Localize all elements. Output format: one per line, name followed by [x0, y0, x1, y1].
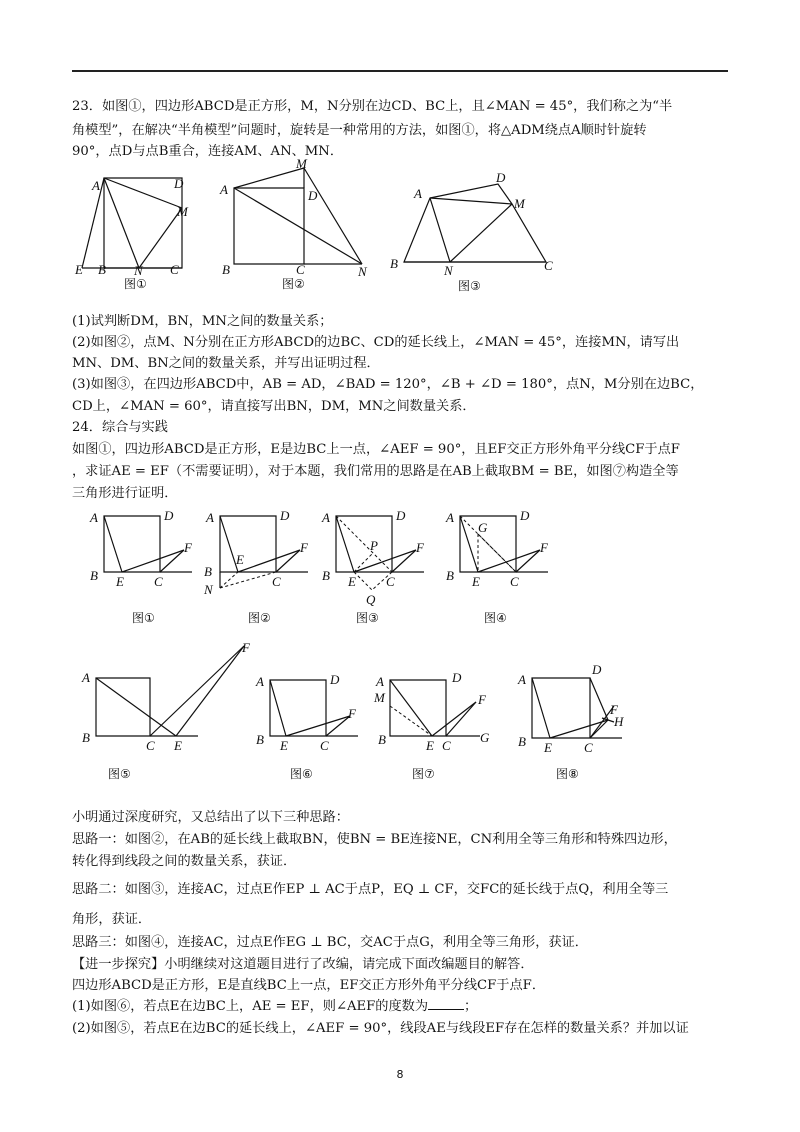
- q23-part2-line2: MN、DM、BN之间的数量关系，并写出证明过程．: [72, 356, 380, 371]
- q23-figure-1: [70, 158, 200, 298]
- caption-fig8: 图⑧: [556, 767, 579, 781]
- label-P: P: [370, 538, 378, 553]
- label-C: C: [154, 574, 163, 589]
- label-E: E: [426, 738, 434, 753]
- q24-figure-5: [76, 638, 256, 788]
- label-F: F: [184, 540, 192, 555]
- label-F: F: [242, 640, 250, 655]
- label-D: D: [280, 508, 290, 523]
- q23-figure-2: [210, 154, 380, 298]
- label-E: E: [174, 738, 182, 753]
- label-H: H: [614, 714, 624, 729]
- label-D: D: [520, 508, 530, 523]
- label-Q: Q: [366, 592, 376, 607]
- label-F: F: [300, 540, 308, 555]
- label-A: A: [518, 672, 526, 687]
- label-C: C: [386, 574, 395, 589]
- label-D: D: [164, 508, 174, 523]
- label-E: E: [236, 552, 244, 567]
- label-E: E: [75, 262, 83, 277]
- q24-part1-end: ；: [464, 999, 478, 1014]
- q24-intro-line2: ，求证AE = EF（不需要证明），对于本题，我们常用的思路是在AB上截取BM = BE，如图⑦构造全等: [72, 464, 679, 479]
- q24-idea1-line1: 思路一：如图②，在AB的延长线上截取BN，使BN = BE连接NE，CN利用全等三角形和特殊四边形，: [72, 832, 677, 847]
- q23-intro-line3: 90°，点D与点B重合，连接AM、AN、MN．: [72, 144, 344, 159]
- caption-fig5: 图⑤: [108, 767, 131, 781]
- label-F: F: [540, 540, 548, 555]
- label-E: E: [116, 574, 124, 589]
- label-N: N: [204, 582, 213, 597]
- label-M: M: [296, 156, 307, 171]
- q24-idea3: 思路三：如图④，连接AC，过点E作EG ⊥ BC，交AC于点G，利用全等三角形，获证．: [72, 935, 588, 950]
- page-number: 8: [396, 1068, 404, 1081]
- label-F: F: [348, 706, 356, 721]
- label-A: A: [414, 186, 422, 201]
- label-E: E: [472, 574, 480, 589]
- label-D: D: [396, 508, 406, 523]
- label-C: C: [170, 262, 179, 277]
- q23-part3-line1: (3)如图③，在四边形ABCD中，AB = AD，∠BAD = 120°，∠B + ∠D = 180°，点N，M分别在边BC，: [72, 377, 704, 392]
- header-rule: [72, 70, 728, 72]
- label-A: A: [220, 182, 228, 197]
- q24-title: 24．综合与实践: [72, 420, 168, 435]
- q23-figure-3: [386, 164, 566, 298]
- label-N: N: [134, 263, 143, 278]
- answer-blank[interactable]: [428, 997, 464, 1010]
- q24-figure-1: [84, 500, 204, 630]
- label-C: C: [442, 738, 451, 753]
- label-D: D: [308, 188, 318, 203]
- q24-further-exploration: 【进一步探究】小明继续对这道题目进行了改编，请完成下面改编题目的解答．: [72, 957, 534, 972]
- label-C: C: [272, 574, 281, 589]
- q23-part1: (1)试判断DM，BN，MN之间的数量关系；: [72, 314, 333, 329]
- label-F: F: [478, 692, 486, 707]
- label-A: A: [446, 510, 454, 525]
- q24-idea1-line2: 转化得到线段之间的数量关系，获证．: [72, 854, 297, 869]
- q24-idea2-line2: 角形，获证．: [72, 912, 152, 927]
- q24-figure-2: [200, 500, 320, 630]
- q24-idea2-line1: 思路二：如图③，连接AC，过点E作EP ⊥ AC于点P，EQ ⊥ CF，交FC的延长线于点Q，利用全等三: [72, 882, 669, 897]
- label-A: A: [256, 674, 264, 689]
- caption-fig1: 图①: [132, 611, 155, 625]
- label-A: A: [206, 510, 214, 525]
- label-E: E: [544, 740, 552, 755]
- q24-modified-problem: 四边形ABCD是正方形，E是直线BC上一点，EF交正方形外角平分线CF于点F．: [72, 978, 546, 993]
- label-B: B: [390, 256, 398, 271]
- label-E: E: [348, 574, 356, 589]
- label-M: M: [177, 204, 188, 219]
- q24-part1: [72, 997, 728, 1016]
- label-G: G: [480, 730, 490, 745]
- label-B: B: [90, 568, 98, 583]
- label-B: B: [204, 564, 212, 579]
- q23-part3-line2: CD上，∠MAN = 60°，请直接写出BN，DM，MN之间数量关系．: [72, 399, 476, 414]
- label-D: D: [496, 170, 506, 185]
- label-C: C: [510, 574, 519, 589]
- label-G: G: [478, 520, 488, 535]
- caption-fig7: 图⑦: [412, 767, 435, 781]
- label-A: A: [90, 510, 98, 525]
- caption-fig2: 图②: [248, 611, 271, 625]
- caption-fig1: 图①: [124, 277, 147, 291]
- q23-part2-line1: (2)如图②，点M、N分别在正方形ABCD的边BC、CD的延长线上，∠MAN = 45°，连接MN，请写出: [72, 335, 680, 350]
- label-A: A: [82, 670, 90, 685]
- label-A: A: [376, 674, 384, 689]
- label-B: B: [256, 732, 264, 747]
- label-F: F: [416, 540, 424, 555]
- q24-intro-line3: 三角形进行证明．: [72, 486, 178, 501]
- label-D: D: [330, 672, 340, 687]
- label-C: C: [320, 738, 329, 753]
- label-B: B: [446, 568, 454, 583]
- label-C: C: [296, 262, 305, 277]
- label-D: D: [452, 670, 462, 685]
- q23-intro-line2: 角模型”，在解决“半角模型”问题时，旋转是一种常用的方法，如图①，将△ADM绕点A顺时针旋转: [72, 123, 647, 138]
- q23-intro-line1: 23．如图①，四边形ABCD是正方形，M，N分别在边CD、BC上，且∠MAN = 45°，我们称之为“半: [72, 99, 673, 114]
- label-A: A: [92, 178, 100, 193]
- q24-part1-text: (1)如图⑥，若点E在边BC上，AE = EF，则∠AEF的度数为: [72, 999, 429, 1014]
- label-N: N: [358, 264, 367, 279]
- caption-fig6: 图⑥: [290, 767, 313, 781]
- q24-figure-7: [370, 658, 500, 788]
- q24-summary-intro: 小明通过深度研究，又总结出了以下三种思路：: [72, 810, 349, 825]
- q24-figure-4: [440, 500, 560, 630]
- label-C: C: [544, 258, 553, 273]
- label-D: D: [174, 176, 184, 191]
- q24-figure-6: [250, 658, 370, 788]
- label-B: B: [322, 568, 330, 583]
- label-E: E: [280, 738, 288, 753]
- caption-fig3: 图③: [356, 611, 379, 625]
- label-B: B: [98, 262, 106, 277]
- caption-fig4: 图④: [484, 611, 507, 625]
- label-C: C: [146, 738, 155, 753]
- label-B: B: [518, 734, 526, 749]
- label-D: D: [592, 662, 602, 677]
- label-B: B: [378, 732, 386, 747]
- caption-fig3: 图③: [458, 279, 481, 293]
- label-M: M: [374, 690, 385, 705]
- label-B: B: [222, 262, 230, 277]
- label-A: A: [322, 510, 330, 525]
- caption-fig2: 图②: [282, 277, 305, 291]
- label-N: N: [444, 263, 453, 278]
- q24-intro-line1: 如图①，四边形ABCD是正方形，E是边BC上一点，∠AEF = 90°，且EF交正方形外角平分线CF于点F: [72, 442, 680, 457]
- q24-figure-8: [510, 658, 640, 788]
- label-C: C: [584, 740, 593, 755]
- q24-figure-3: [316, 500, 436, 630]
- label-M: M: [514, 196, 525, 211]
- label-B: B: [82, 730, 90, 745]
- q24-part2: (2)如图⑤，若点E在边BC的延长线上，∠AEF = 90°，线段AE与线段EF存在怎样的数量关系？并加以证: [72, 1021, 689, 1036]
- label-F: F: [610, 702, 618, 717]
